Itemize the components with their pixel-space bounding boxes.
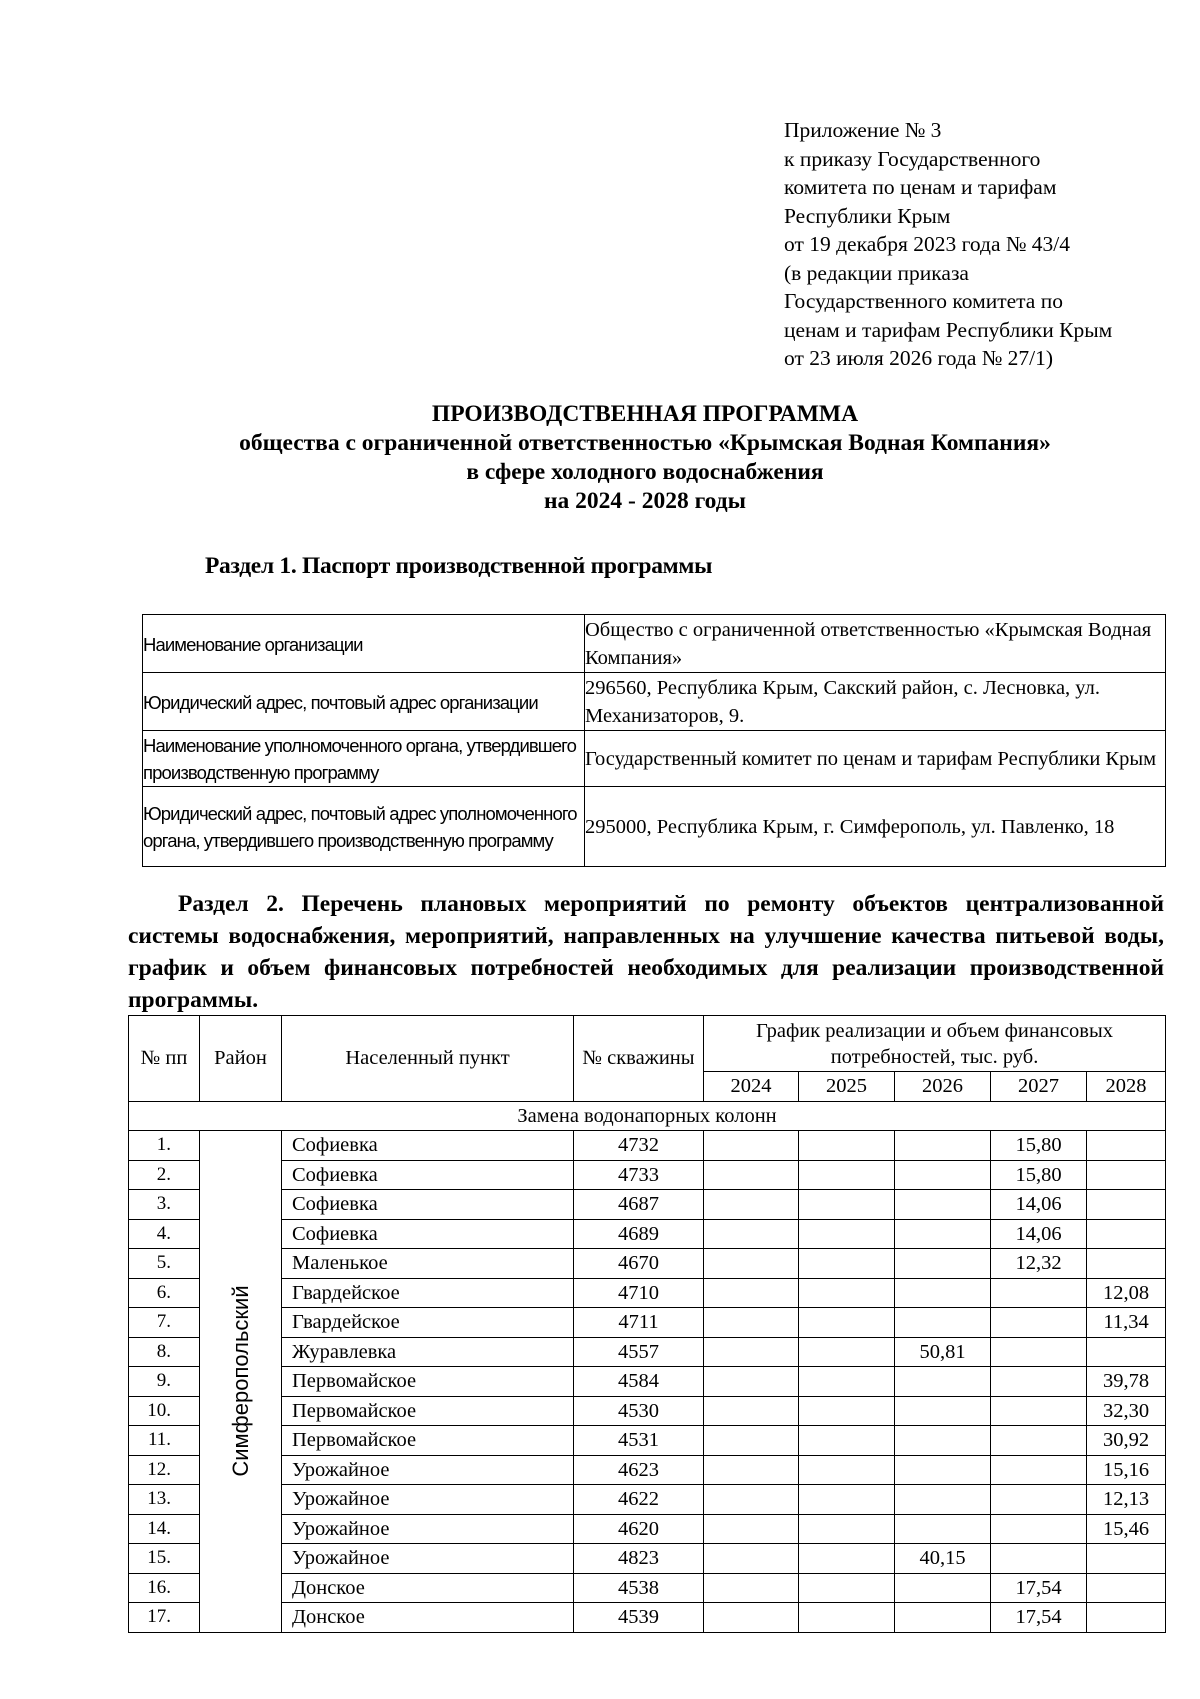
- district-name: Симферопольский: [227, 1285, 253, 1477]
- year-value-cell: 30,92: [1087, 1426, 1166, 1456]
- year-value-cell: [704, 1160, 799, 1190]
- table-row: [129, 1249, 1166, 1279]
- well-number-cell: 4732: [574, 1131, 704, 1161]
- plan-table: [128, 1015, 1166, 1633]
- section2-heading: [128, 888, 1164, 1016]
- row-number: 11.: [129, 1426, 200, 1456]
- passport-row: [143, 731, 1166, 787]
- locality-cell: Донское: [282, 1603, 574, 1633]
- year-value-cell: [991, 1367, 1087, 1397]
- title-line: в сфере холодного водоснабжения: [466, 459, 824, 485]
- table-row: [129, 1337, 1166, 1367]
- year-value-cell: [704, 1249, 799, 1279]
- table-row: [129, 1160, 1166, 1190]
- year-value-cell: [895, 1308, 991, 1338]
- year-value-cell: [704, 1278, 799, 1308]
- year-value-cell: [704, 1308, 799, 1338]
- row-number: 14.: [129, 1514, 200, 1544]
- table-row: [129, 1190, 1166, 1220]
- locality-cell: Урожайное: [282, 1544, 574, 1574]
- row-number: 10.: [129, 1396, 200, 1426]
- header-year: 2024: [704, 1072, 799, 1102]
- year-value-cell: [895, 1455, 991, 1485]
- year-value-cell: [799, 1396, 895, 1426]
- year-value-cell: [991, 1337, 1087, 1367]
- table-row: [129, 1131, 1166, 1161]
- table-row: [129, 1514, 1166, 1544]
- year-value-cell: [704, 1367, 799, 1397]
- year-value-cell: [1087, 1219, 1166, 1249]
- passport-value: 295000, Республика Крым, г. Симферополь, ул. Павленко, 18: [585, 787, 1166, 867]
- passport-value: Общество с ограниченной ответственностью «Крымская Водная Компания»: [585, 615, 1166, 673]
- title-line: ПРОИЗВОДСТВЕННАЯ ПРОГРАММА: [431, 401, 859, 427]
- locality-cell: Первомайское: [282, 1426, 574, 1456]
- appendix-line: от 23 июля 2026 года № 27/1): [784, 346, 1054, 370]
- appendix-note: [784, 116, 1184, 373]
- year-value-cell: [799, 1190, 895, 1220]
- well-number-cell: 4622: [574, 1485, 704, 1515]
- year-value-cell: [799, 1514, 895, 1544]
- year-value-cell: 15,46: [1087, 1514, 1166, 1544]
- appendix-line: Государственного комитета по: [784, 289, 1063, 313]
- year-value-cell: [704, 1426, 799, 1456]
- year-value-cell: 11,34: [1087, 1308, 1166, 1338]
- well-number-cell: 4733: [574, 1160, 704, 1190]
- year-value-cell: [1087, 1249, 1166, 1279]
- year-value-cell: 12,13: [1087, 1485, 1166, 1515]
- passport-row: [143, 673, 1166, 731]
- group-title: Замена водонапорных колонн: [129, 1101, 1166, 1131]
- appendix-line: Приложение № 3: [784, 118, 942, 142]
- year-value-cell: [799, 1367, 895, 1397]
- year-value-cell: [1087, 1544, 1166, 1574]
- year-value-cell: [799, 1603, 895, 1633]
- header-year: 2026: [895, 1072, 991, 1102]
- table-row: [129, 1603, 1166, 1633]
- well-number-cell: 4689: [574, 1219, 704, 1249]
- year-value-cell: [895, 1573, 991, 1603]
- year-value-cell: [799, 1337, 895, 1367]
- table-row: [129, 1573, 1166, 1603]
- year-value-cell: [895, 1514, 991, 1544]
- year-value-cell: [799, 1485, 895, 1515]
- header-locality: Населенный пункт: [282, 1016, 574, 1102]
- locality-cell: Софиевка: [282, 1131, 574, 1161]
- row-number: 17.: [129, 1603, 200, 1633]
- locality-cell: Гвардейское: [282, 1308, 574, 1338]
- year-value-cell: [895, 1485, 991, 1515]
- appendix-line: Республики Крым: [784, 203, 951, 228]
- title-line: общества с ограниченной ответственностью «Крымская Водная Компания»: [239, 430, 1051, 456]
- header-year: 2025: [799, 1072, 895, 1102]
- row-number: 2.: [129, 1160, 200, 1190]
- year-value-cell: [1087, 1337, 1166, 1367]
- year-value-cell: [991, 1308, 1087, 1338]
- header-year: 2028: [1087, 1072, 1166, 1102]
- year-value-cell: [1087, 1603, 1166, 1633]
- appendix-line: комитета по ценам и тарифам: [784, 175, 1057, 199]
- well-number-cell: 4531: [574, 1426, 704, 1456]
- year-value-cell: [895, 1426, 991, 1456]
- title-line: на 2024 - 2028 годы: [543, 488, 746, 514]
- year-value-cell: [704, 1603, 799, 1633]
- year-value-cell: [799, 1544, 895, 1574]
- well-number-cell: 4557: [574, 1337, 704, 1367]
- year-value-cell: [1087, 1573, 1166, 1603]
- row-number: 9.: [129, 1367, 200, 1397]
- year-value-cell: [1087, 1190, 1166, 1220]
- year-value-cell: [895, 1603, 991, 1633]
- passport-key: Юридический адрес, почтовый адрес организации: [143, 673, 585, 731]
- locality-cell: Первомайское: [282, 1396, 574, 1426]
- locality-cell: Софиевка: [282, 1160, 574, 1190]
- document-title: [100, 400, 1190, 516]
- row-number: 6.: [129, 1278, 200, 1308]
- locality-cell: Первомайское: [282, 1367, 574, 1397]
- well-number-cell: 4710: [574, 1278, 704, 1308]
- locality-cell: Урожайное: [282, 1485, 574, 1515]
- passport-row: [143, 615, 1166, 673]
- row-number: 1.: [129, 1131, 200, 1161]
- year-value-cell: 15,16: [1087, 1455, 1166, 1485]
- section2-heading-text: Раздел 2. Перечень плановых мероприятий по ремонту объектов централизованной системы водоснабжения, мероприятий, направленных на улучшение качества питьевой воды, график и объем финансовых потребностей необходимых для реализации производственной программы.: [128, 891, 1164, 1013]
- year-value-cell: [704, 1131, 799, 1161]
- locality-cell: Донское: [282, 1573, 574, 1603]
- row-number: 7.: [129, 1308, 200, 1338]
- year-value-cell: [1087, 1160, 1166, 1190]
- appendix-line: от 19 декабря 2023 года № 43/4: [784, 232, 1070, 256]
- year-value-cell: 15,80: [991, 1160, 1087, 1190]
- year-value-cell: [799, 1573, 895, 1603]
- year-value-cell: 17,54: [991, 1603, 1087, 1633]
- table-row: [129, 1426, 1166, 1456]
- year-value-cell: [895, 1396, 991, 1426]
- year-value-cell: [895, 1367, 991, 1397]
- table-row: [129, 1544, 1166, 1574]
- appendix-line: (в редакции приказа: [784, 260, 969, 285]
- header-district: Район: [200, 1016, 282, 1102]
- year-value-cell: 39,78: [1087, 1367, 1166, 1397]
- row-number: 12.: [129, 1455, 200, 1485]
- locality-cell: Урожайное: [282, 1514, 574, 1544]
- row-number: 5.: [129, 1249, 200, 1279]
- table-row: [129, 1455, 1166, 1485]
- well-number-cell: 4539: [574, 1603, 704, 1633]
- year-value-cell: [799, 1160, 895, 1190]
- year-value-cell: [704, 1514, 799, 1544]
- year-value-cell: 12,32: [991, 1249, 1087, 1279]
- row-number: 4.: [129, 1219, 200, 1249]
- year-value-cell: [704, 1337, 799, 1367]
- header-schedule: График реализации и объем финансовых потребностей, тыс. руб.: [704, 1016, 1166, 1072]
- passport-row: [143, 787, 1166, 867]
- passport-value: Государственный комитет по ценам и тарифам Республики Крым: [585, 731, 1166, 787]
- year-value-cell: 50,81: [895, 1337, 991, 1367]
- locality-cell: Софиевка: [282, 1219, 574, 1249]
- well-number-cell: 4538: [574, 1573, 704, 1603]
- table-row: [129, 1219, 1166, 1249]
- district-cell: [200, 1131, 282, 1633]
- well-number-cell: 4620: [574, 1514, 704, 1544]
- year-value-cell: 32,30: [1087, 1396, 1166, 1426]
- passport-value: 296560, Республика Крым, Сакский район, с. Лесновка, ул. Механизаторов, 9.: [585, 673, 1166, 731]
- table-row: [129, 1396, 1166, 1426]
- header-year: 2027: [991, 1072, 1087, 1102]
- locality-cell: Журавлевка: [282, 1337, 574, 1367]
- row-number: 8.: [129, 1337, 200, 1367]
- year-value-cell: 40,15: [895, 1544, 991, 1574]
- year-value-cell: [991, 1396, 1087, 1426]
- locality-cell: Урожайное: [282, 1455, 574, 1485]
- row-number: 15.: [129, 1544, 200, 1574]
- header-well: № скважины: [574, 1016, 704, 1102]
- well-number-cell: 4670: [574, 1249, 704, 1279]
- year-value-cell: [799, 1426, 895, 1456]
- year-value-cell: [1087, 1131, 1166, 1161]
- year-value-cell: [704, 1573, 799, 1603]
- well-number-cell: 4711: [574, 1308, 704, 1338]
- year-value-cell: [704, 1396, 799, 1426]
- year-value-cell: 12,08: [1087, 1278, 1166, 1308]
- well-number-cell: 4623: [574, 1455, 704, 1485]
- year-value-cell: [991, 1514, 1087, 1544]
- year-value-cell: [799, 1131, 895, 1161]
- table-row: [129, 1485, 1166, 1515]
- well-number-cell: 4584: [574, 1367, 704, 1397]
- year-value-cell: 14,06: [991, 1219, 1087, 1249]
- year-value-cell: [799, 1278, 895, 1308]
- passport-key: Наименование уполномоченного органа, утвердившего производственную программу: [143, 731, 585, 787]
- row-number: 13.: [129, 1485, 200, 1515]
- year-value-cell: [799, 1249, 895, 1279]
- locality-cell: Гвардейское: [282, 1278, 574, 1308]
- year-value-cell: [895, 1278, 991, 1308]
- appendix-line: ценам и тарифам Республики Крым: [784, 317, 1113, 342]
- year-value-cell: [704, 1544, 799, 1574]
- well-number-cell: 4823: [574, 1544, 704, 1574]
- passport-table: [142, 614, 1166, 867]
- year-value-cell: [799, 1308, 895, 1338]
- year-value-cell: [799, 1219, 895, 1249]
- section1-heading: Раздел 1. Паспорт производственной программы: [205, 553, 713, 579]
- table-row: [129, 1367, 1166, 1397]
- row-number: 3.: [129, 1190, 200, 1220]
- year-value-cell: [704, 1485, 799, 1515]
- year-value-cell: [895, 1190, 991, 1220]
- table-row: [129, 1278, 1166, 1308]
- year-value-cell: 17,54: [991, 1573, 1087, 1603]
- year-value-cell: [895, 1219, 991, 1249]
- year-value-cell: [895, 1249, 991, 1279]
- locality-cell: Софиевка: [282, 1190, 574, 1220]
- locality-cell: Маленькое: [282, 1249, 574, 1279]
- well-number-cell: 4530: [574, 1396, 704, 1426]
- year-value-cell: [799, 1455, 895, 1485]
- year-value-cell: [895, 1131, 991, 1161]
- passport-key: Юридический адрес, почтовый адрес уполномоченного органа, утвердившего производственную программу: [143, 787, 585, 867]
- row-number: 16.: [129, 1573, 200, 1603]
- passport-key: Наименование организации: [143, 615, 585, 673]
- year-value-cell: [991, 1485, 1087, 1515]
- year-value-cell: [991, 1426, 1087, 1456]
- year-value-cell: 14,06: [991, 1190, 1087, 1220]
- table-row: [129, 1308, 1166, 1338]
- year-value-cell: [991, 1544, 1087, 1574]
- year-value-cell: [704, 1219, 799, 1249]
- year-value-cell: [991, 1455, 1087, 1485]
- appendix-line: к приказу Государственного: [784, 146, 1041, 171]
- year-value-cell: 15,80: [991, 1131, 1087, 1161]
- header-num: № пп: [129, 1016, 200, 1102]
- well-number-cell: 4687: [574, 1190, 704, 1220]
- year-value-cell: [704, 1190, 799, 1220]
- year-value-cell: [991, 1278, 1087, 1308]
- year-value-cell: [704, 1455, 799, 1485]
- year-value-cell: [895, 1160, 991, 1190]
